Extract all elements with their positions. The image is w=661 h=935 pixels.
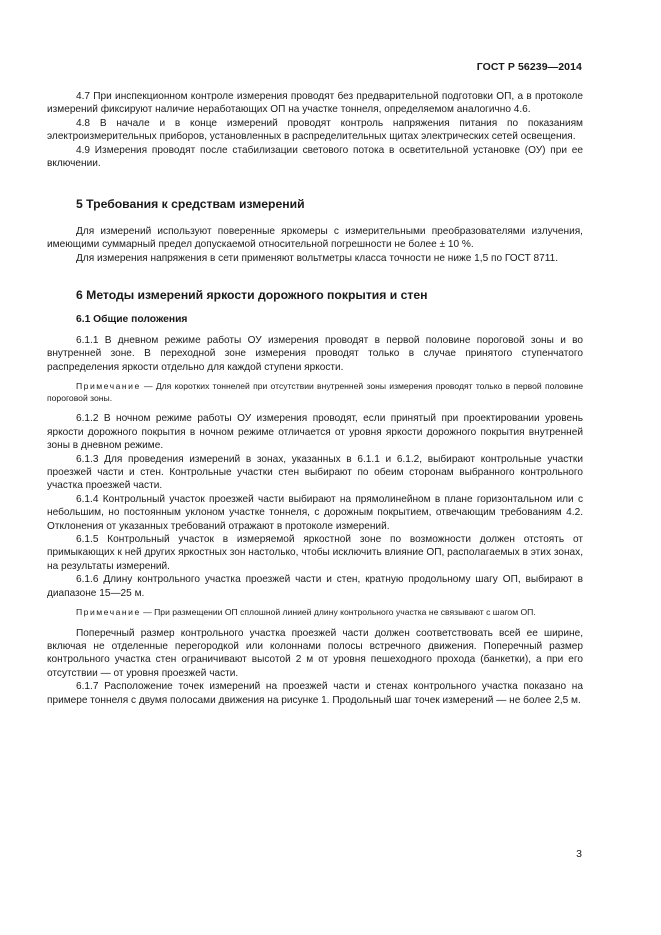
section-5-paragraph: Для измерений используют поверенные яркомеры с измерительными преобразователями излучения, имеющими суммарный предел допускаемой относительной погрешности не более ± 10 %.	[47, 225, 583, 251]
paragraph-6-1-6: 6.1.6 Длину контрольного участка проезжей части и стен, кратную продольному шагу ОП, выбирают в диапазоне 15—25 м.	[47, 574, 583, 599]
paragraph-4-7: 4.7 При инспекционном контроле измерения проводят без предварительной подготовки ОП, а в протоколе измерений фиксируют наличие неработающих ОП на участке тоннеля, определяемом аналогично 4.6.	[47, 91, 583, 116]
paragraph-6-1-7: 6.1.7 Расположение точек измерений на проезжей части и стенах контрольного участка показано на примере тоннеля с двумя полосами движения на рисунке 1. Продольный шаг точек измерений — не более 2,5 м.	[47, 681, 583, 706]
paragraph-6-1-1: 6.1.1 В дневном режиме работы ОУ измерения проводят в первой половине пороговой зоны и во внутренней зоне. В переходной зоне измерения проводят только в случае принятого ступенчатого распределения яркости отдельно для каждой ступени яркости.	[47, 334, 583, 373]
paragraph-4-8: 4.8 В начале и в конце измерений проводят контроль напряжения питания по показаниям электроизмерительных приборов, установленных в распределительных щитах электрических сетей освещения.	[47, 117, 583, 143]
paragraph-6-1-5: 6.1.5 Контрольный участок в измеряемой яркостной зоне по возможности должен отстоять от примыкающих к ней других яркостных зон настолько, чтобы исключить влияние ОП, располагаемых в этих зонах, на результаты измерений.	[47, 533, 583, 572]
note-2	[47, 607, 583, 619]
page-content	[47, 90, 583, 707]
paragraph-6-1-2: 6.1.2 В ночном режиме работы ОУ измерения проводят, если принятый при проектировании уровень яркости дорожного покрытия в ночном режиме отличается от уровня яркости дорожного покрытия внутренней зоны в дневном режиме.	[47, 413, 583, 452]
paragraph-6-1-4: 6.1.4 Контрольный участок проезжей части выбирают на прямолинейном в плане горизонтальном или с небольшим, но постоянным уклоном участке тоннеля, с дорожным покрытием, отвечающим требованиям 4.2. Отклонения от указанных требований отражают в протоколе измерений.	[47, 493, 583, 532]
section-5-paragraph: Для измерения напряжения в сети применяют вольтметры класса точности не ниже 1,5 по ГОСТ 8711.	[76, 252, 559, 264]
note-text: — Для коротких тоннелей при отсутствии внутренней зоны измерения проводят только в первой половине пороговой зоны.	[47, 381, 583, 403]
section-6-heading: 6 Методы измерений яркости дорожного покрытия и стен	[76, 288, 428, 303]
page-number: 3	[576, 848, 582, 860]
subsection-6-1-heading: 6.1 Общие положения	[76, 314, 188, 326]
note-label: Примечание	[76, 381, 141, 392]
note-label: Примечание	[76, 606, 141, 617]
document-id: ГОСТ Р 56239—2014	[476, 61, 582, 73]
paragraph-cross-size: Поперечный размер контрольного участка проезжей части должен соответствовать всей ее ширине, включая не отделенные перегородкой или колоннами полосы встречного движения. Поперечный размер контрольного участка стен ограничивают высотой 2 м от уровня пешеходного прохода (банкетки), а при его отсутствии — от уровня проезжей части.	[47, 627, 583, 679]
paragraph-4-9: 4.9 Измерения проводят после стабилизации светового потока в осветительной установке (ОУ) при ее включении.	[47, 144, 583, 170]
note-text: — При размещении ОП сплошной линией длину контрольного участка не связывают с шагом ОП.	[140, 606, 536, 617]
note-1	[47, 381, 583, 404]
paragraph-6-1-3: 6.1.3 Для проведения измерений в зонах, указанных в 6.1.1 и 6.1.2, выбирают контрольные участки проезжей части и стен. Контрольные участки стен выбирают по обеим сторонам выбранного контрольного участка проезжей части.	[47, 453, 583, 492]
section-5-heading: 5 Требования к средствам измерений	[76, 197, 305, 212]
